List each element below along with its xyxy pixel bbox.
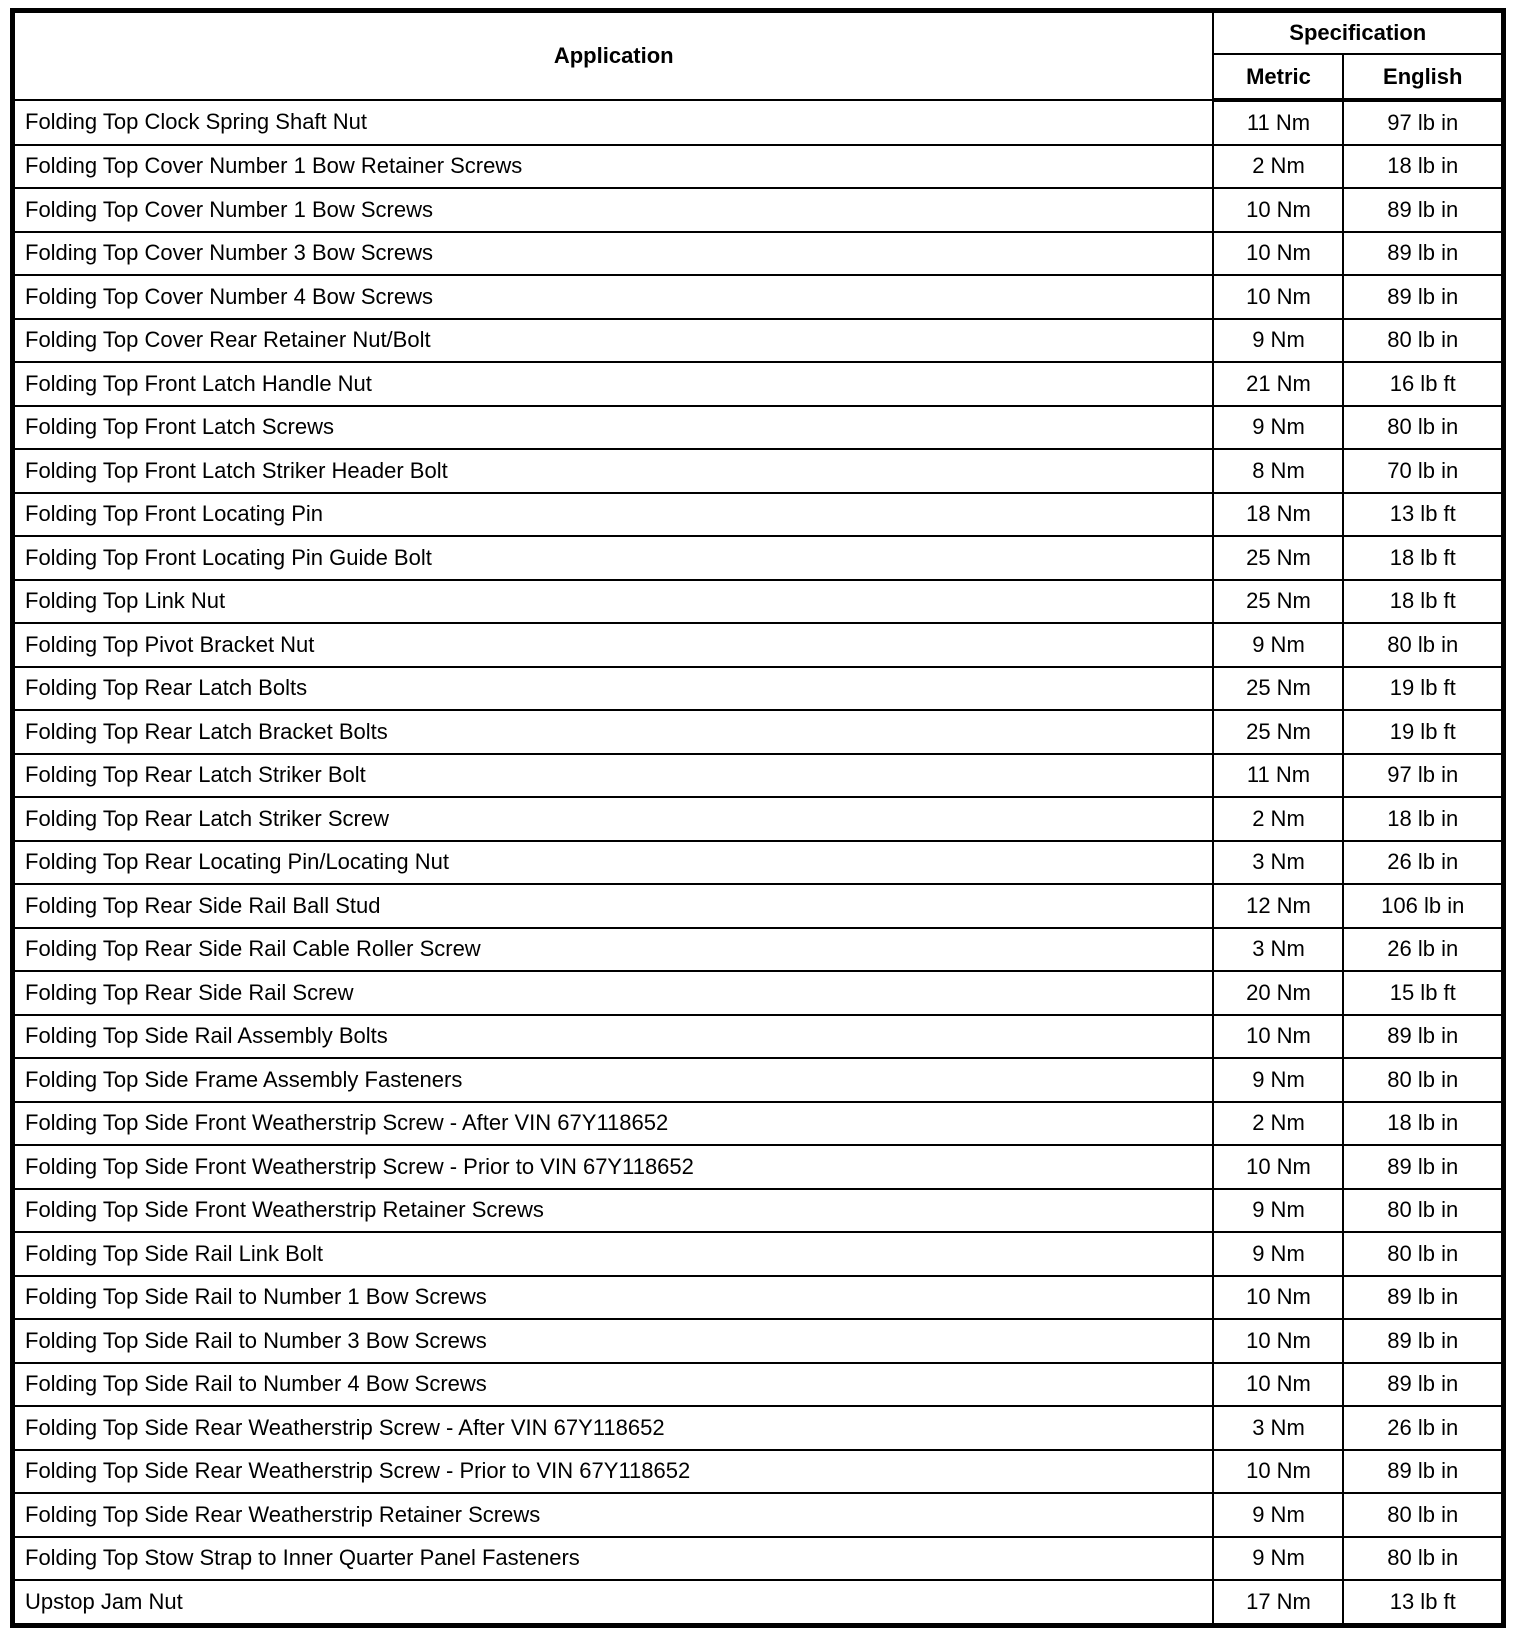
english-value-cell: 18 lb in xyxy=(1343,1102,1503,1146)
metric-value-cell: 11 Nm xyxy=(1213,100,1343,145)
english-value-cell: 15 lb ft xyxy=(1343,971,1503,1015)
table-row xyxy=(13,1232,1504,1276)
english-value-cell: 80 lb in xyxy=(1343,1232,1503,1276)
metric-value-cell: 9 Nm xyxy=(1213,1232,1343,1276)
english-value-cell: 18 lb in xyxy=(1343,145,1503,189)
english-value-cell: 89 lb in xyxy=(1343,188,1503,232)
english-value-cell: 13 lb ft xyxy=(1343,1580,1503,1625)
metric-value-cell: 9 Nm xyxy=(1213,623,1343,667)
application-cell: Folding Top Front Latch Striker Header Bolt xyxy=(13,449,1214,493)
application-cell: Folding Top Rear Side Rail Ball Stud xyxy=(13,884,1214,928)
table-row xyxy=(13,536,1504,580)
application-cell: Folding Top Side Front Weatherstrip Screw - After VIN 67Y118652 xyxy=(13,1102,1214,1146)
application-cell: Upstop Jam Nut xyxy=(13,1580,1214,1625)
application-cell: Folding Top Front Locating Pin xyxy=(13,493,1214,537)
specification-column-group-header: Specification xyxy=(1213,11,1503,55)
fastener-specification-table xyxy=(10,8,1506,1628)
metric-value-cell: 17 Nm xyxy=(1213,1580,1343,1625)
table-row xyxy=(13,667,1504,711)
table-row xyxy=(13,928,1504,972)
table-row xyxy=(13,1145,1504,1189)
application-cell: Folding Top Rear Locating Pin/Locating Nut xyxy=(13,841,1214,885)
metric-value-cell: 9 Nm xyxy=(1213,1189,1343,1233)
metric-value-cell: 3 Nm xyxy=(1213,928,1343,972)
english-value-cell: 26 lb in xyxy=(1343,928,1503,972)
table-row xyxy=(13,145,1504,189)
metric-value-cell: 9 Nm xyxy=(1213,1537,1343,1581)
table-row xyxy=(13,1189,1504,1233)
metric-value-cell: 9 Nm xyxy=(1213,1058,1343,1102)
header-row-specification xyxy=(13,11,1504,55)
metric-value-cell: 2 Nm xyxy=(1213,1102,1343,1146)
english-value-cell: 26 lb in xyxy=(1343,841,1503,885)
metric-value-cell: 10 Nm xyxy=(1213,1145,1343,1189)
metric-value-cell: 8 Nm xyxy=(1213,449,1343,493)
metric-value-cell: 20 Nm xyxy=(1213,971,1343,1015)
english-value-cell: 19 lb ft xyxy=(1343,667,1503,711)
metric-value-cell: 10 Nm xyxy=(1213,232,1343,276)
application-cell: Folding Top Rear Latch Striker Bolt xyxy=(13,754,1214,798)
application-cell: Folding Top Side Rail to Number 1 Bow Screws xyxy=(13,1276,1214,1320)
application-column-header: Application xyxy=(13,11,1214,101)
application-cell: Folding Top Side Frame Assembly Fasteners xyxy=(13,1058,1214,1102)
table-row xyxy=(13,1406,1504,1450)
table-header xyxy=(13,11,1504,101)
english-value-cell: 18 lb ft xyxy=(1343,580,1503,624)
application-cell: Folding Top Side Rail Link Bolt xyxy=(13,1232,1214,1276)
metric-value-cell: 25 Nm xyxy=(1213,667,1343,711)
table-row xyxy=(13,1450,1504,1494)
application-cell: Folding Top Rear Side Rail Cable Roller Screw xyxy=(13,928,1214,972)
metric-value-cell: 25 Nm xyxy=(1213,536,1343,580)
english-value-cell: 70 lb in xyxy=(1343,449,1503,493)
application-cell: Folding Top Rear Latch Bracket Bolts xyxy=(13,710,1214,754)
english-value-cell: 97 lb in xyxy=(1343,100,1503,145)
application-cell: Folding Top Rear Latch Bolts xyxy=(13,667,1214,711)
english-value-cell: 18 lb in xyxy=(1343,797,1503,841)
metric-value-cell: 11 Nm xyxy=(1213,754,1343,798)
application-cell: Folding Top Pivot Bracket Nut xyxy=(13,623,1214,667)
metric-column-header: Metric xyxy=(1213,54,1343,100)
metric-value-cell: 12 Nm xyxy=(1213,884,1343,928)
metric-value-cell: 10 Nm xyxy=(1213,188,1343,232)
table-row xyxy=(13,1537,1504,1581)
table-row xyxy=(13,710,1504,754)
table-row xyxy=(13,1276,1504,1320)
english-value-cell: 80 lb in xyxy=(1343,1058,1503,1102)
table-row xyxy=(13,1015,1504,1059)
application-cell: Folding Top Rear Side Rail Screw xyxy=(13,971,1214,1015)
table-row xyxy=(13,841,1504,885)
application-cell: Folding Top Side Front Weatherstrip Screw - Prior to VIN 67Y118652 xyxy=(13,1145,1214,1189)
application-cell: Folding Top Cover Number 1 Bow Screws xyxy=(13,188,1214,232)
table-row xyxy=(13,623,1504,667)
english-value-cell: 97 lb in xyxy=(1343,754,1503,798)
english-value-cell: 106 lb in xyxy=(1343,884,1503,928)
table-row xyxy=(13,884,1504,928)
english-value-cell: 19 lb ft xyxy=(1343,710,1503,754)
metric-value-cell: 3 Nm xyxy=(1213,841,1343,885)
metric-value-cell: 25 Nm xyxy=(1213,710,1343,754)
table-row xyxy=(13,754,1504,798)
english-value-cell: 80 lb in xyxy=(1343,1493,1503,1537)
english-value-cell: 89 lb in xyxy=(1343,1363,1503,1407)
english-value-cell: 89 lb in xyxy=(1343,275,1503,319)
table-row xyxy=(13,1319,1504,1363)
english-value-cell: 89 lb in xyxy=(1343,1015,1503,1059)
table-row xyxy=(13,319,1504,363)
metric-value-cell: 21 Nm xyxy=(1213,362,1343,406)
table-row xyxy=(13,1363,1504,1407)
metric-value-cell: 10 Nm xyxy=(1213,275,1343,319)
application-cell: Folding Top Stow Strap to Inner Quarter Panel Fasteners xyxy=(13,1537,1214,1581)
metric-value-cell: 25 Nm xyxy=(1213,580,1343,624)
application-cell: Folding Top Front Locating Pin Guide Bolt xyxy=(13,536,1214,580)
table-row xyxy=(13,1102,1504,1146)
table-row xyxy=(13,797,1504,841)
english-column-header: English xyxy=(1343,54,1503,100)
english-value-cell: 89 lb in xyxy=(1343,1145,1503,1189)
english-value-cell: 80 lb in xyxy=(1343,1537,1503,1581)
table-row xyxy=(13,188,1504,232)
table-row xyxy=(13,100,1504,145)
english-value-cell: 89 lb in xyxy=(1343,232,1503,276)
metric-value-cell: 10 Nm xyxy=(1213,1363,1343,1407)
metric-value-cell: 18 Nm xyxy=(1213,493,1343,537)
application-cell: Folding Top Side Rear Weatherstrip Screw - After VIN 67Y118652 xyxy=(13,1406,1214,1450)
table-row xyxy=(13,580,1504,624)
english-value-cell: 80 lb in xyxy=(1343,1189,1503,1233)
english-value-cell: 80 lb in xyxy=(1343,623,1503,667)
english-value-cell: 13 lb ft xyxy=(1343,493,1503,537)
application-cell: Folding Top Side Rail Assembly Bolts xyxy=(13,1015,1214,1059)
table-row xyxy=(13,493,1504,537)
metric-value-cell: 2 Nm xyxy=(1213,797,1343,841)
table-row xyxy=(13,1058,1504,1102)
application-cell: Folding Top Front Latch Handle Nut xyxy=(13,362,1214,406)
table-row xyxy=(13,971,1504,1015)
table-row xyxy=(13,406,1504,450)
english-value-cell: 89 lb in xyxy=(1343,1319,1503,1363)
application-cell: Folding Top Side Front Weatherstrip Retainer Screws xyxy=(13,1189,1214,1233)
application-cell: Folding Top Cover Number 3 Bow Screws xyxy=(13,232,1214,276)
table-row xyxy=(13,232,1504,276)
english-value-cell: 80 lb in xyxy=(1343,406,1503,450)
table-row xyxy=(13,1493,1504,1537)
application-cell: Folding Top Cover Number 4 Bow Screws xyxy=(13,275,1214,319)
spec-table-body xyxy=(13,100,1504,1625)
metric-value-cell: 10 Nm xyxy=(1213,1015,1343,1059)
application-cell: Folding Top Cover Rear Retainer Nut/Bolt xyxy=(13,319,1214,363)
table-row xyxy=(13,362,1504,406)
table-row xyxy=(13,275,1504,319)
metric-value-cell: 9 Nm xyxy=(1213,1493,1343,1537)
application-cell: Folding Top Side Rail to Number 4 Bow Screws xyxy=(13,1363,1214,1407)
metric-value-cell: 9 Nm xyxy=(1213,319,1343,363)
metric-value-cell: 10 Nm xyxy=(1213,1319,1343,1363)
application-cell: Folding Top Front Latch Screws xyxy=(13,406,1214,450)
english-value-cell: 16 lb ft xyxy=(1343,362,1503,406)
metric-value-cell: 9 Nm xyxy=(1213,406,1343,450)
application-cell: Folding Top Link Nut xyxy=(13,580,1214,624)
application-cell: Folding Top Side Rear Weatherstrip Screw - Prior to VIN 67Y118652 xyxy=(13,1450,1214,1494)
application-cell: Folding Top Rear Latch Striker Screw xyxy=(13,797,1214,841)
english-value-cell: 89 lb in xyxy=(1343,1276,1503,1320)
application-cell: Folding Top Side Rear Weatherstrip Retainer Screws xyxy=(13,1493,1214,1537)
metric-value-cell: 3 Nm xyxy=(1213,1406,1343,1450)
table-row xyxy=(13,1580,1504,1625)
metric-value-cell: 10 Nm xyxy=(1213,1450,1343,1494)
application-cell: Folding Top Clock Spring Shaft Nut xyxy=(13,100,1214,145)
application-cell: Folding Top Cover Number 1 Bow Retainer Screws xyxy=(13,145,1214,189)
english-value-cell: 26 lb in xyxy=(1343,1406,1503,1450)
metric-value-cell: 10 Nm xyxy=(1213,1276,1343,1320)
english-value-cell: 18 lb ft xyxy=(1343,536,1503,580)
table-row xyxy=(13,449,1504,493)
metric-value-cell: 2 Nm xyxy=(1213,145,1343,189)
english-value-cell: 80 lb in xyxy=(1343,319,1503,363)
application-cell: Folding Top Side Rail to Number 3 Bow Screws xyxy=(13,1319,1214,1363)
english-value-cell: 89 lb in xyxy=(1343,1450,1503,1494)
